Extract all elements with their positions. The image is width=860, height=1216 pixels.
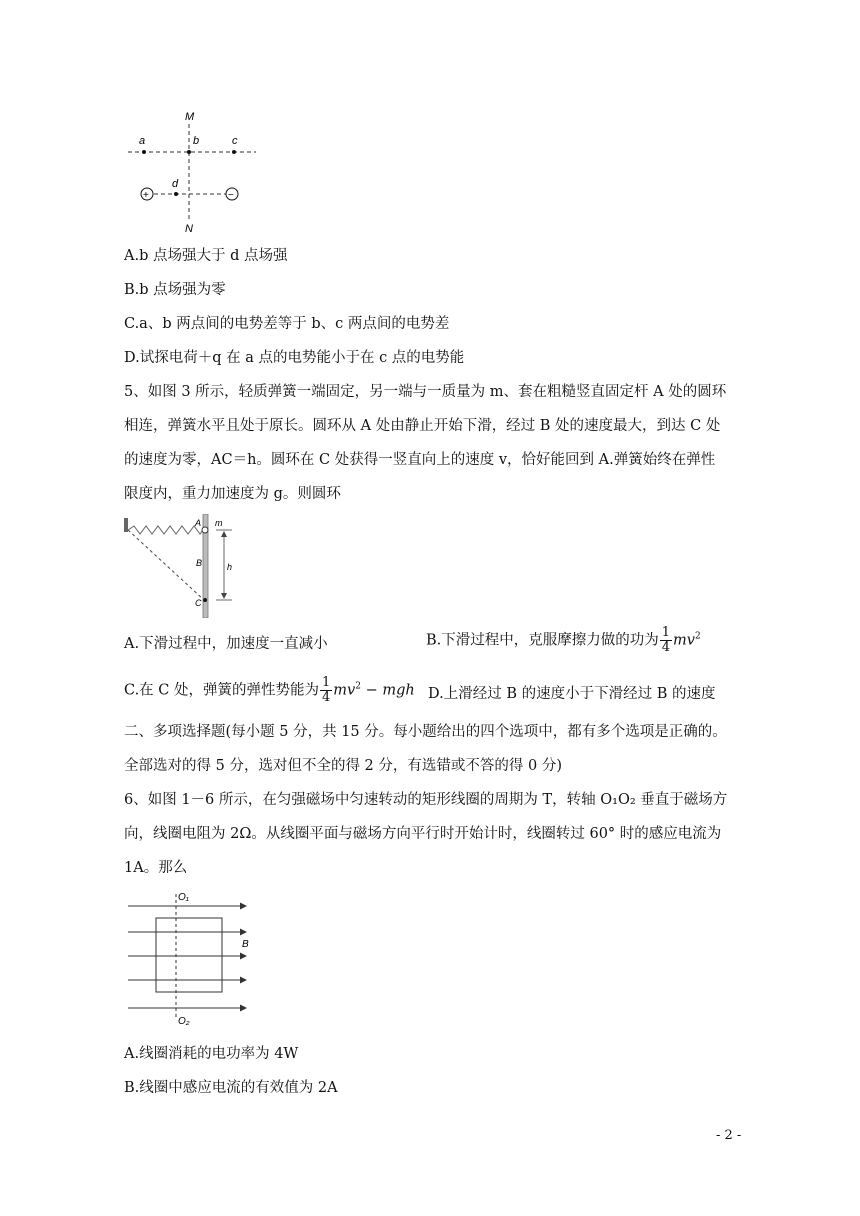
fraction-numerator: 1 (322, 675, 331, 690)
q6-stem-line2: 向，线圈电阻为 2Ω。从线圈平面与磁场方向平行时开始计时，线圈转过 60° 时的感应电流为 (124, 826, 722, 842)
fig-label-B: B (196, 558, 203, 568)
figure-coil-field (124, 884, 264, 1030)
fraction-denominator: 4 (661, 640, 671, 655)
square-exponent: 2 (355, 681, 361, 692)
q5-stem-line1: 5、如图 3 所示，轻质弹簧一端固定，另一端与一质量为 m、套在粗糙竖直固定杆 A 处的圆环 (124, 384, 727, 400)
q6-option-b: B.线圈中感应电流的有效值为 2A (124, 1080, 338, 1096)
fig-label-O1: O₁ (178, 892, 189, 903)
minus-sign: − (228, 190, 234, 201)
q4-option-a: A.b 点场强大于 d 点场强 (124, 248, 288, 264)
q5-option-b (426, 626, 701, 655)
fraction-quarter (660, 626, 672, 655)
q5-option-d: D.上滑经过 B 的速度小于下滑经过 B 的速度 (428, 686, 716, 702)
section-2-heading-line2: 全部选对的得 5 分，选对但不全的得 2 分，有选错或不答的得 0 分) (124, 758, 562, 774)
section-2-heading-line1: 二、多项选择题(每小题 5 分，共 15 分。每小题给出的四个选项中，都有多个选项是正确的。 (124, 724, 727, 740)
fraction-denominator: 4 (322, 690, 331, 705)
mv-term: mv (673, 632, 695, 649)
q6-stem-line3: 1A。那么 (124, 860, 188, 876)
q5-option-c-text: C.在 C 处，弹簧的弹性势能为 (124, 682, 319, 699)
q6-option-a: A.线圈消耗的电功率为 4W (124, 1046, 299, 1062)
page-number: - 2 - (716, 1128, 742, 1143)
fig-label-A: A (195, 518, 202, 528)
square-exponent: 2 (695, 631, 701, 642)
q5-stem-line2: 相连，弹簧水平且处于原长。圆环从 A 处由静止开始下滑，经过 B 处的速度最大，到达 C 处 (124, 418, 721, 434)
q4-option-c: C.a、b 两点间的电势差等于 b、c 两点间的电势差 (124, 316, 450, 332)
label-b: b (193, 135, 200, 147)
q5-stem-line4: 限度内，重力加速度为 g。则圆环 (124, 486, 341, 502)
mv-term: mv (333, 682, 356, 699)
label-a: a (139, 135, 146, 147)
fig-label-B-field: B (242, 939, 249, 950)
label-M: M (185, 111, 195, 123)
q5-option-b-text: B.下滑过程中，克服摩擦力做的功为 (426, 632, 659, 649)
fig-label-O2: O₂ (178, 1016, 190, 1027)
label-c: c (232, 135, 238, 147)
mgh-term: − mgh (360, 682, 415, 699)
q4-option-d: D.试探电荷＋q 在 a 点的电势能小于在 c 点的电势能 (124, 350, 465, 366)
fig-label-C: C (195, 598, 202, 608)
fraction-quarter (320, 676, 332, 705)
q4-option-b: B.b 点场强为零 (124, 282, 226, 298)
fraction-numerator: 1 (661, 625, 671, 640)
figure-spring-ring (124, 514, 234, 618)
q5-option-c (124, 676, 415, 705)
fig-label-m: m (215, 518, 223, 528)
label-N: N (185, 223, 193, 235)
fig-label-h: h (227, 562, 233, 572)
plus-sign: + (143, 190, 149, 201)
q5-option-a: A.下滑过程中，加速度一直减小 (124, 636, 328, 652)
label-d: d (172, 178, 179, 190)
figure-charges (124, 108, 264, 236)
q6-stem-line1: 6、如图 1－6 所示，在匀强磁场中匀速转动的矩形线圈的周期为 T，转轴 O₁O₂ 垂直于磁场方 (124, 792, 728, 808)
q5-stem-line3: 的速度为零，AC＝h。圆环在 C 处获得一竖直向上的速度 v，恰好能回到 A.弹簧始终在弹性 (124, 452, 716, 468)
